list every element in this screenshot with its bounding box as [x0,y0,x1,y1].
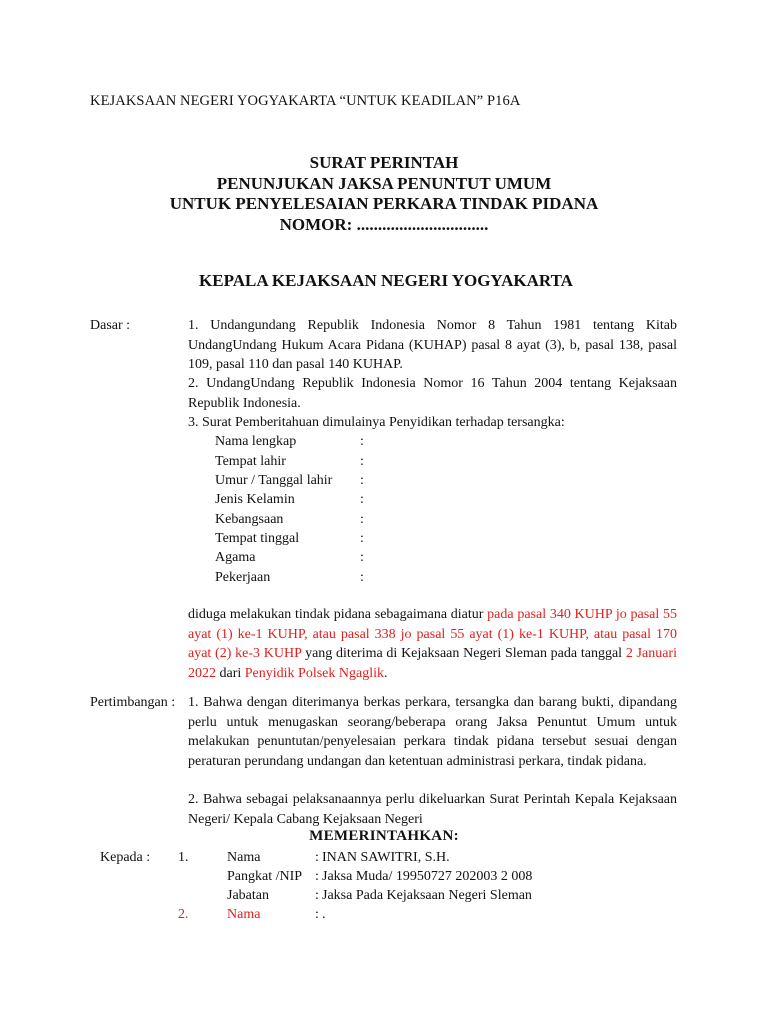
document-title [0,153,768,235]
field-tempat-lahir: Tempat lahir [215,454,286,469]
field-nama-lengkap: Nama lengkap [215,434,297,449]
kepada-colon: : [315,850,319,865]
paragraph-text: diduga melakukan tindak pidana sebagaimana diatur [188,607,488,622]
memerintahkan-heading: MEMERINTAHKAN: [309,828,459,844]
kepada-number-2: 2. [178,907,189,922]
kepada-colon: : [315,907,319,922]
dasar-paragraph [188,605,677,683]
field-colon: : [360,570,364,585]
pertimbangan-item-2: 2. Bahwa sebagai pelaksanaannya perlu dikeluarkan Surat Perintah Kepala Kejaksaan Negeri/ Kepala Cabang Kejaksaan Negeri [188,792,677,827]
pertimbangan-label: Pertimbangan : [90,695,176,710]
kepada-value-jabatan: Jaksa Pada Kejaksaan Negeri Sleman [322,888,532,903]
field-colon: : [360,492,364,507]
field-colon: : [360,550,364,565]
field-colon: : [360,473,364,488]
kepada-number-1: 1. [178,850,189,865]
field-pekerjaan: Pekerjaan [215,570,271,585]
kepada-field-nama: Nama [227,850,261,865]
dasar-item-1: 1. Undangundang Republik Indonesia Nomor 8 Tahun 1981 tentang Kitab UndangUndang Hukum Acara Pidana (KUHAP) pasal 8 ayat (3), b, pasal 138, pasal 109, pasal 110 dan pasal 140 KUHAP. [188,318,677,372]
field-umur-tanggal-lahir: Umur / Tanggal lahir [215,473,333,488]
field-kebangsaan: Kebangsaan [215,512,284,527]
document-header: KEJAKSAAN NEGERI YOGYAKARTA “UNTUK KEADILAN” P16A [90,93,521,109]
field-jenis-kelamin: Jenis Kelamin [215,492,295,507]
kepada-field-jabatan: Jabatan [227,888,269,903]
title-line-3: UNTUK PENYELESAIAN PERKARA TINDAK PIDANA [169,194,599,213]
field-colon: : [360,512,364,527]
paragraph-text: yang diterima di Kejaksaan Negeri Sleman pada tanggal [301,646,626,661]
pertimbangan-item-1: 1. Bahwa dengan diterimanya berkas perkara, tersangka dan barang bukti, dipandang perlu untuk menugaskan seorang/beberapa orang Jaksa Penuntut Umum untuk melakukan penuntutan/penyelesaian perkara tindak pidana tersebut sesuai dengan peraturan perundang undangan dan ketentuan administrasi perkara, tindak pidana. [188,695,677,769]
field-colon: : [360,454,364,469]
paragraph-text: dari [216,665,245,681]
field-colon: : [360,434,364,449]
field-agama: Agama [215,550,256,565]
paragraph-text: . [384,665,388,681]
field-colon: : [360,531,364,546]
kepada-colon: : [315,888,319,903]
pasal-highlight: pada pasal 340 KUHP jo pasal 55 ayat (1) ke-1 KUHP, atau pasal 338 jo pasal 55 ayat (1) ke-1 KUHP, atau pasal 170 ayat (2) ke-3 KUHP [188,607,677,661]
kepada-field-nama-2: Nama [227,907,261,922]
issuer-heading: KEPALA KEJAKSAAN NEGERI YOGYAKARTA [199,271,573,290]
kepada-label: Kepada : [100,850,151,865]
kepada-value-pangkat: Jaksa Muda/ 19950727 202003 2 008 [322,869,533,884]
title-line-1: SURAT PERINTAH [309,153,459,172]
dasar-item-2: 2. UndangUndang Republik Indonesia Nomor 16 Tahun 2004 tentang Kejaksaan Republik Indonesia. [188,376,677,411]
dasar-item-3: 3. Surat Pemberitahuan dimulainya Penyidikan terhadap tersangka: [188,415,565,430]
kepada-value-nama-2: . [322,907,326,922]
kepada-field-pangkat: Pangkat /NIP [227,869,303,884]
penyidik-highlight: Penyidik Polsek Ngaglik [244,665,384,681]
title-line-2: PENUNJUKAN JAKSA PENUNTUT UMUM [216,173,552,193]
title-line-4: NOMOR: ............................... [279,214,489,234]
dasar-label: Dasar : [90,318,131,333]
kepada-value-nama: INAN SAWITRI, S.H. [322,850,450,865]
field-tempat-tinggal: Tempat tinggal [215,531,300,546]
kepada-colon: : [315,869,319,884]
date-highlight: 2 Januari 2022 [188,646,677,681]
